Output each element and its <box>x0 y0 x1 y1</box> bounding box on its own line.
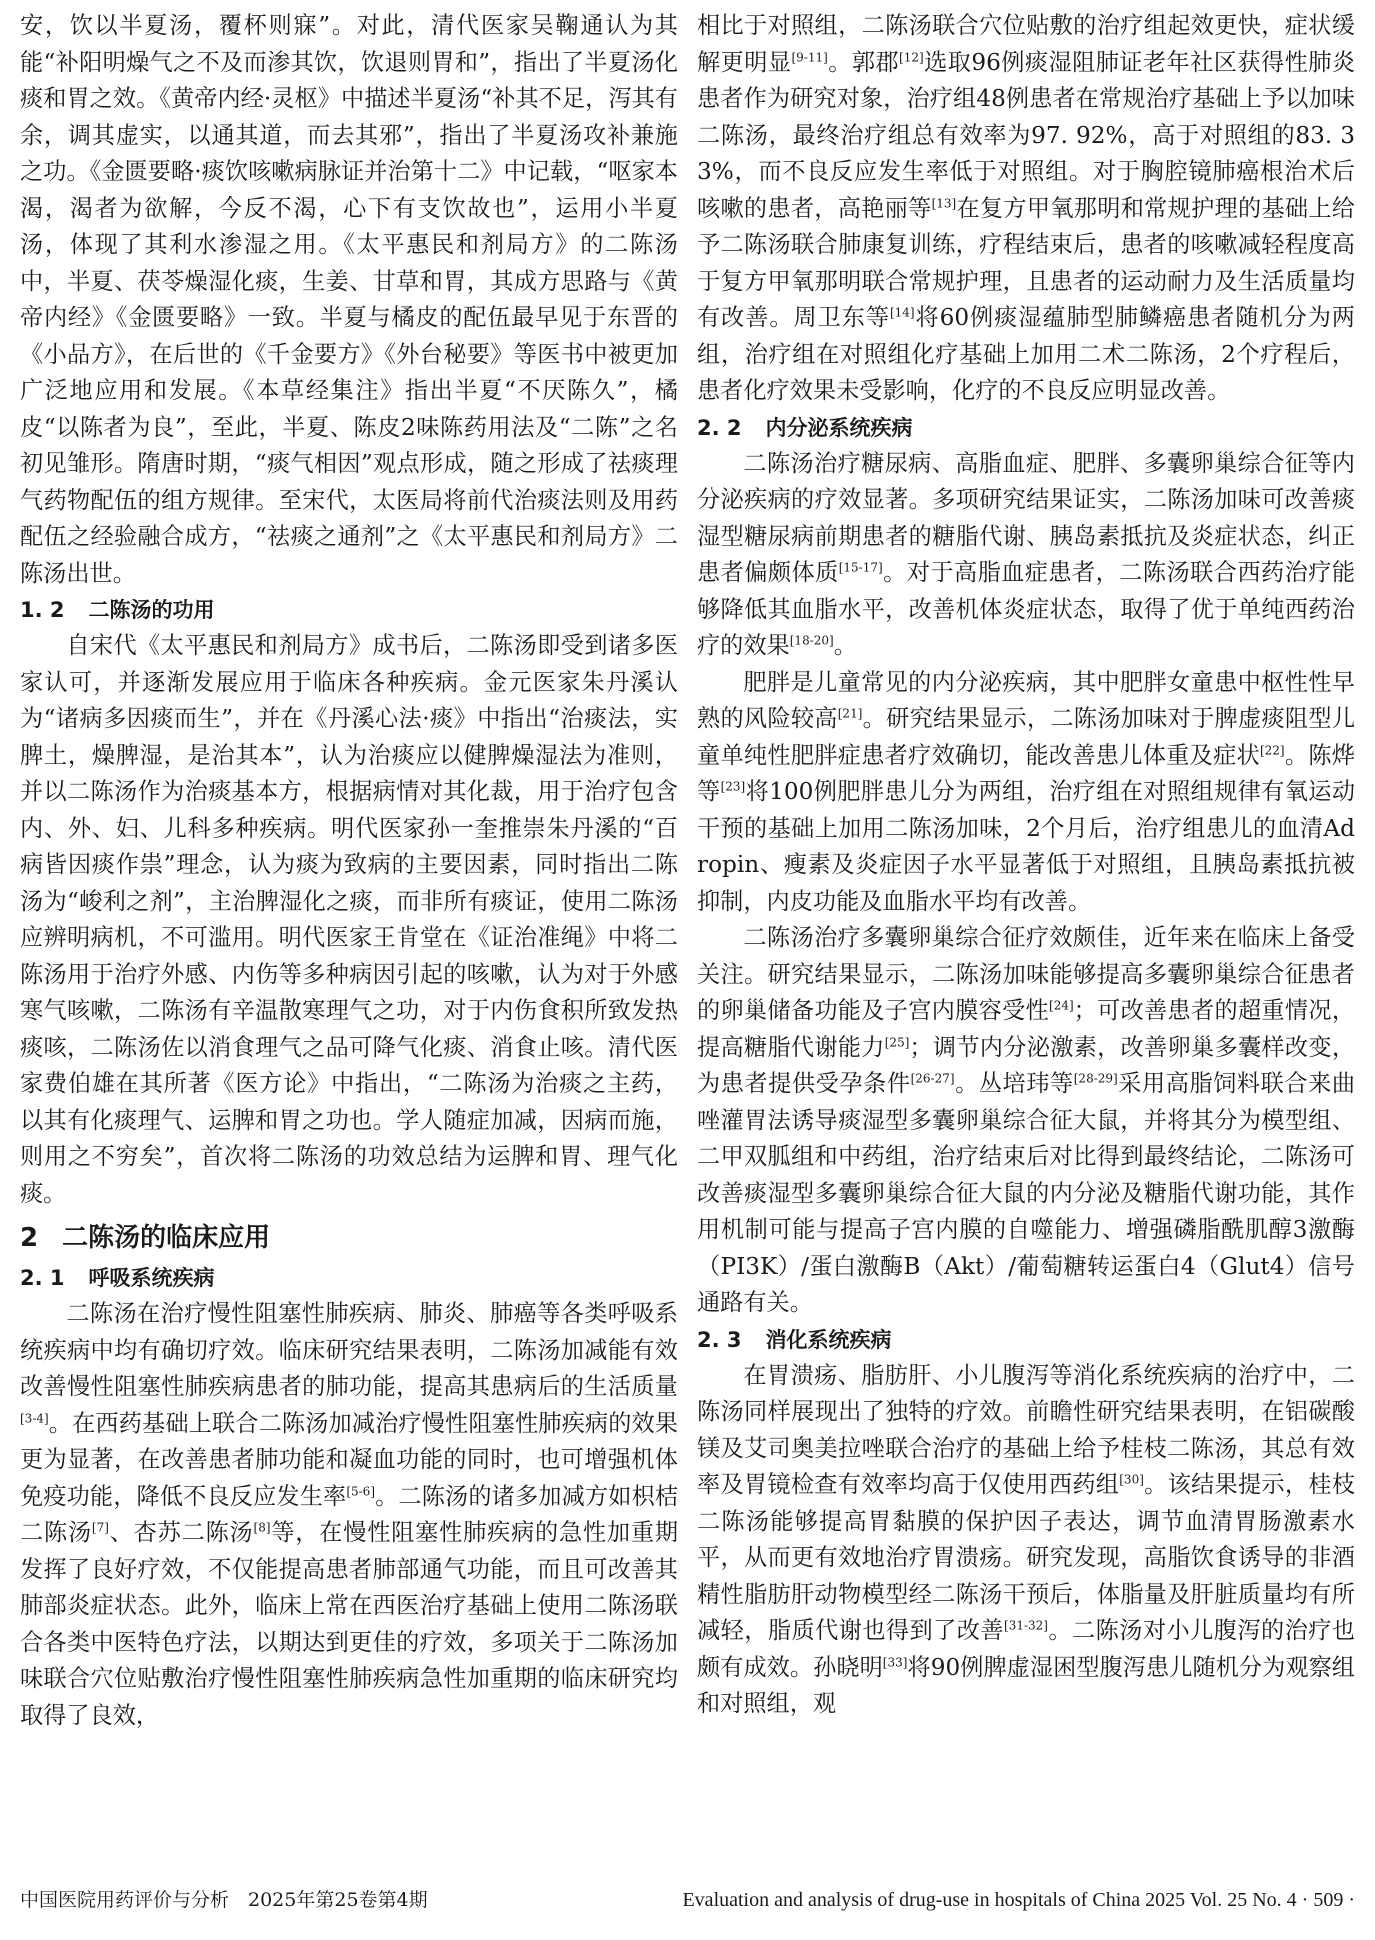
section-heading-2-2: 2. 2 内分泌系统疾病 <box>697 415 913 440</box>
paragraph-digestive: 在胃溃疡、脂肪肝、小儿腹泻等消化系统疾病的治疗中，二陈汤同样展现出了独特的疗效。前瞻性研究结果表明，在铝碳酸镁及艾司奥美拉唑联合治疗的基础上给予桂枝二陈汤，其总有效率及胃镜检查有效率均高于仅使用西药组[30]。该结果提示，桂枝二陈汤能够提高胃黏膜的保护因子表达，调节血清胃肠激素水平，从而更有效地治疗胃溃疡。研究发现，高脂饮食诱导的非酒精性脂肪肝动物模型经二陈汤干预后，体脂量及肝脏质量均有所减轻，脂质代谢也得到了改善[31-32]。二陈汤对小儿腹泻的治疗也颇有成效。孙晓明[33]将90例脾虚湿困型腹泻患儿随机分为观察组和对照组，观 <box>697 1361 1356 1717</box>
citation: [23] <box>720 779 746 794</box>
paragraph-pcos: 二陈汤治疗多囊卵巢综合征疗效颇佳，近年来在临床上备受关注。研究结果显示，二陈汤加味能够提高多囊卵巢综合征患者的卵巢储备功能及子宫内膜容受性[24]；可改善患者的超重情况，提高糖脂代谢能力[25]；调节内分泌激素，改善卵巢多囊样改变，为患者提供受孕条件[26-27]。丛培玮等[28-29]采用高脂饲料联合来曲唑灌胃法诱导痰湿型多囊卵巢综合征大鼠，并将其分为模型组、二甲双胍组和中药组，治疗结束后对比得到最终结论，二陈汤可改善痰湿型多囊卵巢综合征大鼠的内分泌及糖脂代谢功能，其作用机制可能与提高子宫内膜的自噬能力、增强磷脂酰肌醇3激酶（PI3K）/蛋白激酶B（Akt）/葡萄糖转运蛋白4（Glut4）信号通路有关。 <box>697 924 1356 1316</box>
paragraph-respiratory: 二陈汤在治疗慢性阻塞性肺疾病、肺炎、肺癌等各类呼吸系统疾病中均有确切疗效。临床研究结果表明，二陈汤加减能有效改善慢性阻塞性肺疾病患者的肺功能，提高其患病后的生活质量[3-4]。在西药基础上联合二陈汤加减治疗慢性阻塞性肺疾病的效果更为显著，在改善患者肺功能和凝血功能的同时，也可增强机体免疫功能，降低不良反应发生率[5-6]。二陈汤的诸多加减方如枳桔二陈汤[7]、杏苏二陈汤[8]等，在慢性阻塞性肺疾病的急性加重期发挥了良好疗效，不仅能提高患者肺部通气功能，而且可改善其肺部炎症状态。此外，临床上常在西医治疗基础上使用二陈汤联合各类中医特色疗法，以期达到更佳的疗效，多项关于二陈汤加味联合穴位贴敷治疗慢性阻塞性肺疾病急性加重期的临床研究均取得了良效， <box>20 1300 679 1729</box>
citation: [21] <box>837 706 863 721</box>
section-heading-2-3: 2. 3 消化系统疾病 <box>697 1327 892 1352</box>
citation: [12] <box>899 49 924 64</box>
citation: [26-27] <box>910 1071 955 1086</box>
section-heading-2-1: 2. 1 呼吸系统疾病 <box>20 1266 215 1290</box>
citation: [13] <box>931 195 957 210</box>
section-heading-1-2: 1. 2 二陈汤的功用 <box>20 598 215 622</box>
citation: [15-17] <box>838 560 883 575</box>
citation: [14] <box>889 305 915 320</box>
paragraph-obesity: 肥胖是儿童常见的内分泌疾病，其中肥胖女童患中枢性性早熟的风险较高[21]。研究结果显示，二陈汤加味对于脾虚痰阻型儿童单纯性肥胖症患者疗效确切，能改善患儿体重及症状[22]。陈烨等[23]将100例肥胖患儿分为两组，治疗组在对照组规律有氧运动干预的基础上加用二陈汤加味，2个月后，治疗组患儿的血清Adropin、瘦素及炎症因子水平显著低于对照组，且胰岛素抵抗被抑制，内皮功能及血脂水平均有改善。 <box>697 668 1356 915</box>
citation: [30] <box>1119 1472 1144 1487</box>
paragraph-erchen-function: 自宋代《太平惠民和剂局方》成书后，二陈汤即受到诸多医家认可，并逐渐发展应用于临床各种疾病。金元医家朱丹溪认为“诸病多因痰而生”，并在《丹溪心法·痰》中指出“治痰法，实脾土，燥脾湿，是治其本”，认为治痰应以健脾燥湿法为准则，并以二陈汤作为治痰基本方，根据病情对其化裁，用于治疗包含内、外、妇、儿科多种疾病。明代医家孙一奎推崇朱丹溪的“百病皆因痰作祟”理念，认为痰为致病的主要因素，同时指出二陈汤为“峻利之剂”，主治脾湿化之痰，而非所有痰证，使用二陈汤应辨明病机，不可滥用。明代医家王肯堂在《证治准绳》中将二陈汤用于治疗外感、内伤等多种病因引起的咳嗽，认为对于外感寒气咳嗽，二陈汤有辛温散寒理气之功，对于内伤食积所致发热痰咳，二陈汤佐以消食理气之品可降气化痰、消食止咳。清代医家费伯雄在其所著《医方论》中指出，“二陈汤为治痰之主药，以其有化痰理气、运脾和胃之功也。学人随症加减，因病而施，则用之不穷矣”，首次将二陈汤的功效总结为运脾和胃、理气化痰。 <box>20 632 678 1207</box>
citation: [24] <box>1049 998 1074 1013</box>
citation: [7] <box>91 1520 109 1535</box>
citation: [33] <box>882 1654 908 1669</box>
page-footer <box>20 1885 1355 1915</box>
paragraph-endocrine: 二陈汤治疗糖尿病、高脂血症、肥胖、多囊卵巢综合征等内分泌疾病的疗效显著。多项研究结果证实，二陈汤加味可改善痰湿型糖尿病前期患者的糖脂代谢、胰岛素抵抗及炎症状态，纠正患者偏颇体质[15-17]。对于高脂血症患者，二陈汤联合西药治疗能够降低其血脂水平，改善机体炎症状态，取得了优于单纯西药治疗的效果[18-20]。 <box>697 449 1356 659</box>
citation: [18-20] <box>789 633 834 648</box>
right-column <box>697 8 1355 1723</box>
paragraph-banxia-history: 安，饮以半夏汤，覆杯则寐”。对此，清代医家吴鞠通认为其能“补阳明燥气之不及而渗其饮，饮退则胃和”，指出了半夏汤化痰和胃之效。《黄帝内经·灵枢》中描述半夏汤“补其不足，泻其有余，调其虚实，以通其道，而去其邪”，指出了半夏汤攻补兼施之功。《金匮要略·痰饮咳嗽病脉证并治第十二》中记载，“呕家本渴，渴者为欲解，今反不渴，心下有支饮故也”，运用小半夏汤，体现了其利水渗湿之用。《太平惠民和剂局方》的二陈汤中，半夏、茯苓燥湿化痰，生姜、甘草和胃，其成方思路与《黄帝内经》《金匮要略》一致。半夏与橘皮的配伍最早见于东晋的《小品方》，在后世的《千金要方》《外台秘要》等医书中被更加广泛地应用和发展。《本草经集注》指出半夏“不厌陈久”，橘皮“以陈者为良”，至此，半夏、陈皮2味陈药用法及“二陈”之名初见雏形。隋唐时期，“痰气相因”观点形成，随之形成了祛痰理气药物配伍的组方规律。至宋代，太医局将前代治痰法则及用药配伍之经验融合成方，“祛痰之通剂”之《太平惠民和剂局方》二陈汤出世。 <box>20 12 678 587</box>
citation: [28-29] <box>1073 1071 1118 1086</box>
citation: [3-4] <box>20 1410 49 1425</box>
citation: [22] <box>1259 742 1285 757</box>
citation: [8] <box>253 1520 271 1535</box>
left-column <box>20 8 678 1734</box>
citation: [5-6] <box>346 1483 375 1498</box>
section-heading-2: 2 二陈汤的临床应用 <box>20 1223 271 1253</box>
footer-journal-en: Evaluation and analysis of drug-use in hospitals of China 2025 Vol. 25 No. 4 · 509 · <box>682 1889 1355 1911</box>
citation: [31-32] <box>1004 1618 1048 1633</box>
paragraph-respiratory-cont: 相比于对照组，二陈汤联合穴位贴敷的治疗组起效更快，症状缓解更明显[9-11]。郭郡[12]选取96例痰湿阻肺证老年社区获得性肺炎患者作为研究对象，治疗组48例患者在常规治疗基础上予以加味二陈汤，最终治疗组总有效率为97. 92%，高于对照组的83. 33%，而不良反应发生率低于对照组。对于胸腔镜肺癌根治术后咳嗽的患者，高艳丽等[13]在复方甲氧那明和常规护理的基础上给予二陈汤联合肺康复训练，疗程结束后，患者的咳嗽减轻程度高于复方甲氧那明联合常规护理，且患者的运动耐力及生活质量均有改善。周卫东等[14]将60例痰湿蕴肺型肺鳞癌患者随机分为两组，治疗组在对照组化疗基础上加用二术二陈汤，2个疗程后，患者化疗效果未受影响，化疗的不良反应明显改善。 <box>697 12 1356 404</box>
footer-journal-cn: 中国医院用药评价与分析 2025年第25卷第4期 <box>20 1889 428 1911</box>
citation: [25] <box>884 1034 910 1049</box>
citation: [9-11] <box>791 49 828 64</box>
